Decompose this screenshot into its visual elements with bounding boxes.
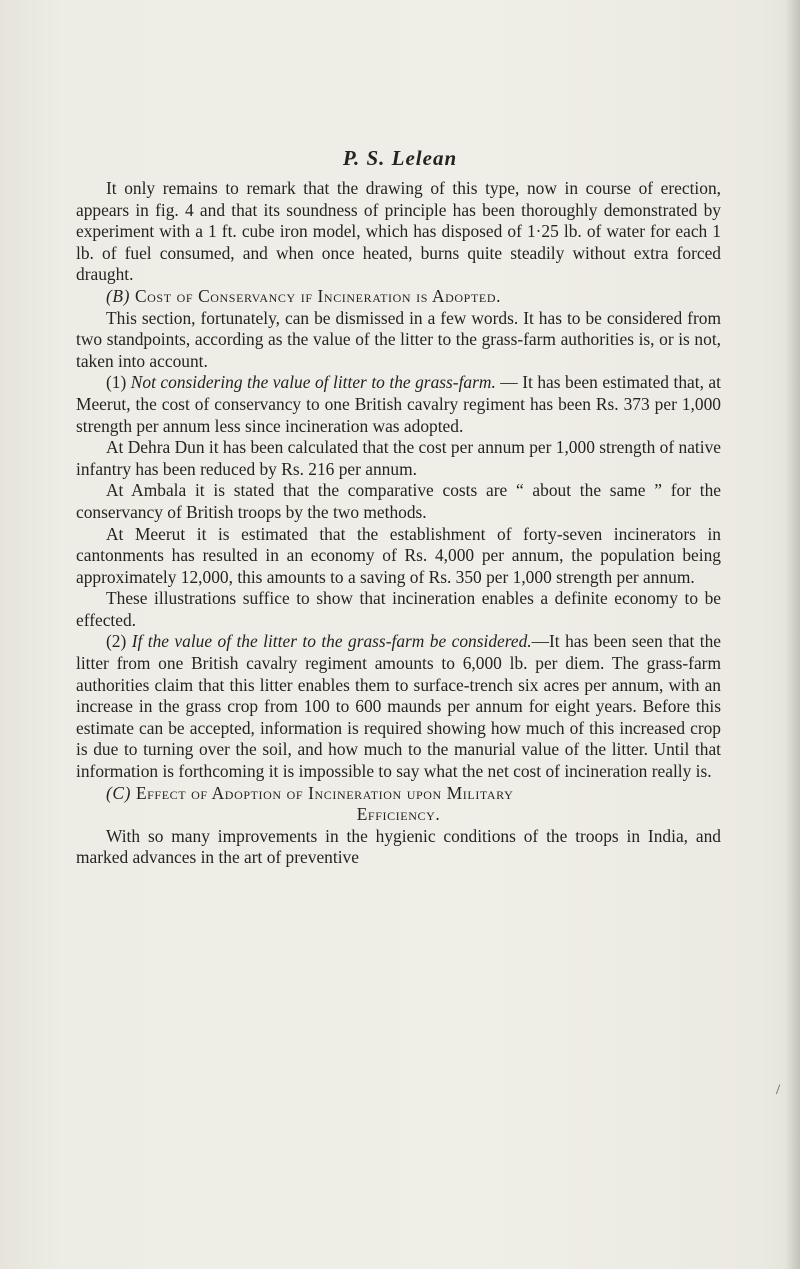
paragraph-not-considering	[76, 372, 721, 437]
section-heading-c	[76, 783, 721, 805]
paragraph-considered	[76, 631, 721, 782]
paragraph-section-b-intro: This section, fortunately, can be dismissed in a few words. It has to be considered from two standpoints, according as the value of the litter to the grass-farm authorities is, or is not, taken into account.	[76, 307, 721, 371]
section-c-title-line1: Effect of Adoption of Incineration upon Military	[135, 782, 514, 803]
section-c-letter: (C)	[106, 782, 131, 803]
paragraph-intro: It only remains to remark that the drawing of this type, now in course of erection, appears in fig. 4 and that its soundness of principle has been thoroughly demonstrated by experiment with a 1 ft. cube iron model, which has disposed of 1·25 lb. of water for each 1 lb. of fuel consumed, and when once heated, burns quite steadily without extra forced draught.	[76, 178, 721, 285]
section-c-title-line2: Efficiency.	[356, 804, 441, 825]
paragraph-dehra-dun: At Dehra Dun it has been calculated that the cost per annum per 1,000 strength of native infantry has been reduced by Rs. 216 per annum.	[76, 437, 721, 479]
item-1-text: — It has been estimated that, at Meerut, the cost of conservancy to one British cavalry regiment has been Rs. 373 per 1,000 strength per annum less since incineration was adopted.	[76, 372, 721, 436]
paragraph-illustrations: These illustrations suffice to show that incineration enables a definite economy to be effected.	[76, 588, 721, 630]
section-heading-c-cont	[76, 804, 721, 826]
paragraph-meerut-incinerators: At Meerut it is estimated that the establishment of forty-seven incinerators in cantonments has resulted in an economy of Rs. 4,000 per annum, the population being approximately 12,000, this amounts to a saving of Rs. 350 per 1,000 strength per annum.	[76, 523, 721, 587]
item-1-number: (1)	[106, 372, 127, 393]
item-2-title: If the value of the litter to the grass-farm be considered.	[131, 631, 532, 652]
item-1-title: Not considering the value of litter to the grass-farm.	[130, 372, 496, 393]
paragraph-ambala: At Ambala it is stated that the comparative costs are “ about the same ” for the conservancy of British troops by the two methods.	[76, 480, 721, 522]
paragraph-military-efficiency: With so many improvements in the hygienic conditions of the troops in India, and marked advances in the art of preventive	[76, 825, 721, 868]
margin-mark: /	[776, 1082, 781, 1098]
item-2-text: —It has been seen that the litter from one British cavalry regiment amounts to 6,000 lb. per diem. The grass-farm authorities claim that this litter enables them to surface-trench six acres per annum, with an increase in the grass crop from 100 to 600 maunds per annum for eight years. Before this estimate can be accepted, information is required showing how much of this increased crop is due to turning over the soil, and how much to the manurial value of the litter. Until that information is forthcoming it is impossible to say what the net cost of incineration really is.	[76, 631, 721, 782]
item-2-number: (2)	[106, 631, 127, 652]
section-b-letter: (B)	[106, 285, 131, 306]
page-edge-shadow	[785, 0, 800, 1269]
running-head: P. S. Lelean	[342, 146, 458, 170]
body-text	[76, 178, 721, 869]
section-heading-b	[76, 286, 721, 308]
section-b-title: Cost of Conservancy if Incineration is Adopted.	[134, 285, 502, 306]
